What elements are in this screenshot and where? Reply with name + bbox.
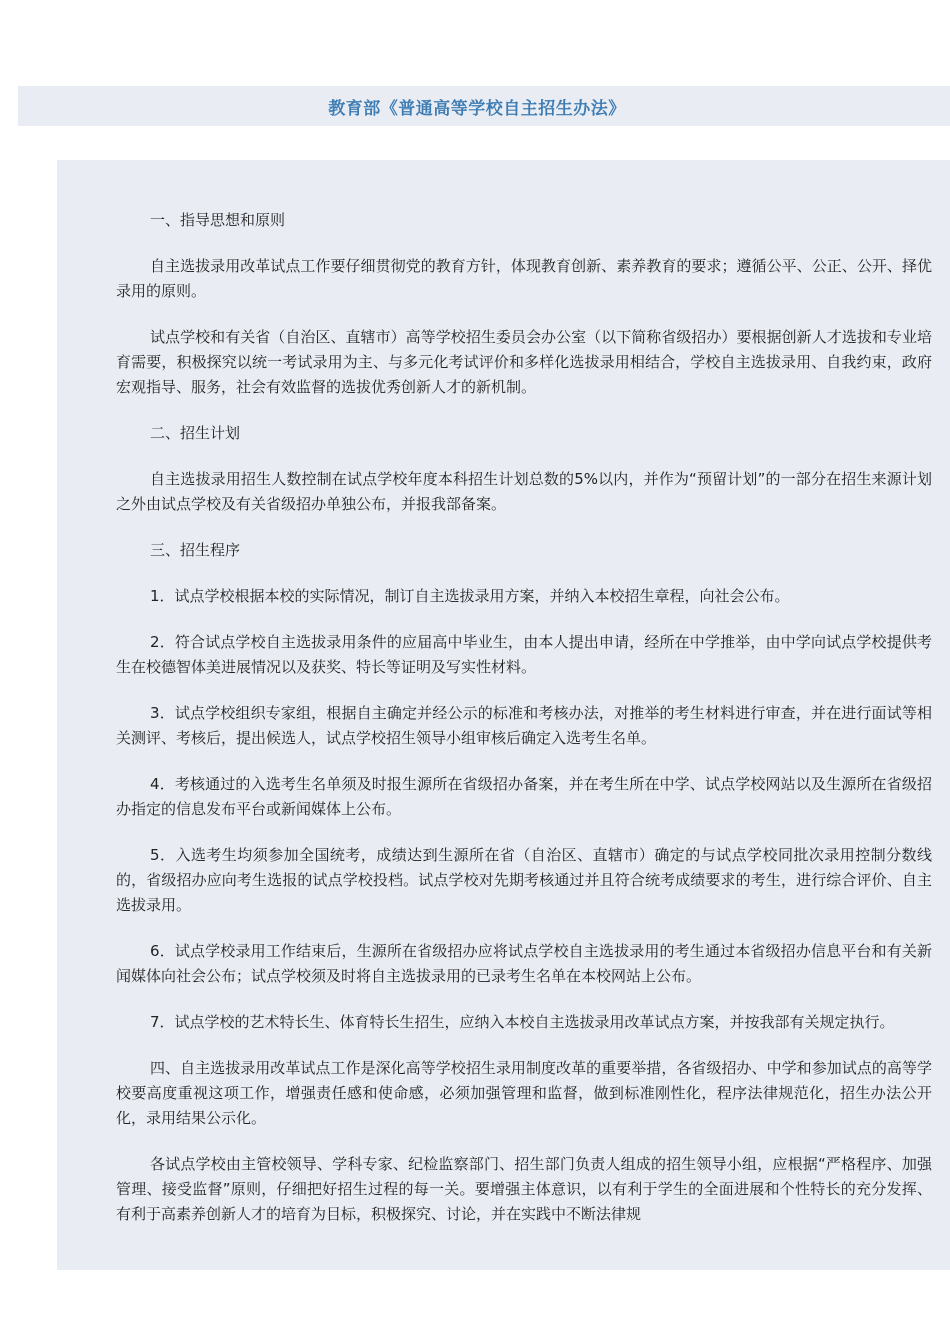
document-body <box>116 208 932 1248</box>
paragraph: 试点学校和有关省（自治区、直辖市）高等学校招生委员会办公室（以下简称省级招办）要根据创新人才选拔和专业培育需要，积极探究以统一考试录用为主、与多元化考试评价和多样化选拔录用相结合，学校自主选拔录用、自我约束，政府宏观指导、服务，社会有效监督的选拔优秀创新人才的新机制。 <box>116 328 932 396</box>
section-heading-procedure: 三、招生程序 <box>150 541 241 559</box>
procedure-item-2: 2．符合试点学校自主选拔录用条件的应届高中毕业生，由本人提出申请，经所在中学推举，由中学向试点学校提供考生在校德智体美进展情况以及获奖、特长等证明及写实性材料。 <box>116 633 932 676</box>
procedure-item-1: 1．试点学校根据本校的实际情况，制订自主选拔录用方案，并纳入本校招生章程，向社会公布。 <box>150 587 790 605</box>
title-bar <box>18 86 950 126</box>
paragraph: 各试点学校由主管校领导、学科专家、纪检监察部门、招生部门负责人组成的招生领导小组，应根据“严格程序、加强管理、接受监督”原则，仔细把好招生过程的每一关。要增强主体意识，以有利于学生的全面进展和个性特长的充分发挥、有利于高素养创新人才的培育为目标，积极探究、讨论，并在实践中不断法律规 <box>116 1155 932 1223</box>
paragraph: 自主选拔录用改革试点工作要仔细贯彻党的教育方针，体现教育创新、素养教育的要求；遵循公平、公正、公开、择优录用的原则。 <box>116 257 932 300</box>
procedure-item-4: 4．考核通过的入选考生名单须及时报生源所在省级招办备案，并在考生所在中学、试点学校网站以及生源所在省级招办指定的信息发布平台或新闻媒体上公布。 <box>116 775 932 818</box>
procedure-item-6: 6．试点学校录用工作结束后，生源所在省级招办应将试点学校自主选拔录用的考生通过本省级招办信息平台和有关新闻媒体向社会公布；试点学校须及时将自主选拔录用的已录考生名单在本校网站上公布。 <box>116 942 932 985</box>
procedure-item-5: 5．入选考生均须参加全国统考，成绩达到生源所在省（自治区、直辖市）确定的与试点学校同批次录用控制分数线的，省级招办应向考生选报的试点学校投档。试点学校对先期考核通过并且符合统考成绩要求的考生，进行综合评价、自主选拔录用。 <box>116 846 932 914</box>
section-paragraph-importance: 四、自主选拔录用改革试点工作是深化高等学校招生录用制度改革的重要举措，各省级招办、中学和参加试点的高等学校要高度重视这项工作，增强责任感和使命感，必须加强管理和监督，做到标准刚性化，程序法律规范化，招生办法公开化，录用结果公示化。 <box>116 1059 932 1127</box>
document-title: 教育部《普通高等学校自主招生办法》 <box>328 98 626 119</box>
content-panel <box>57 160 950 1270</box>
paragraph: 自主选拔录用招生人数控制在试点学校年度本科招生计划总数的5%以内，并作为“预留计划”的一部分在招生来源计划之外由试点学校及有关省级招办单独公布，并报我部备案。 <box>116 470 932 513</box>
procedure-item-3: 3．试点学校组织专家组，根据自主确定并经公示的标准和考核办法，对推举的考生材料进行审查，并在进行面试等相关测评、考核后，提出候选人，试点学校招生领导小组审核后确定入选考生名单。 <box>116 704 932 747</box>
section-heading-plan: 二、招生计划 <box>150 424 241 442</box>
section-heading-principles: 一、指导思想和原则 <box>150 211 286 229</box>
procedure-item-7: 7．试点学校的艺术特长生、体育特长生招生，应纳入本校自主选拔录用改革试点方案，并按我部有关规定执行。 <box>150 1013 895 1031</box>
